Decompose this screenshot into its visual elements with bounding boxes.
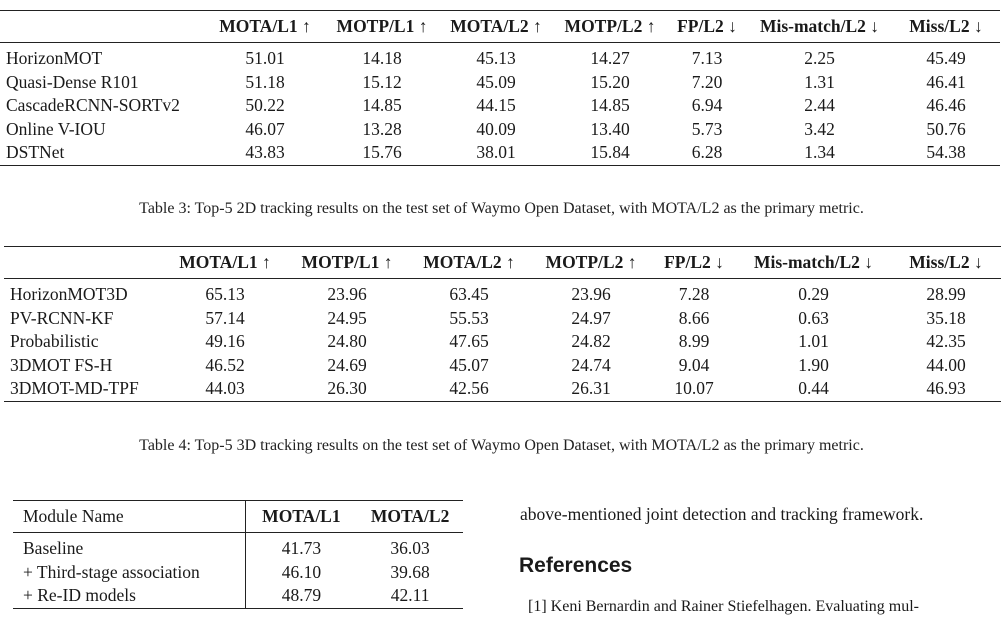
- table-row: [13, 584, 463, 608]
- row-label: + Re-ID models: [13, 584, 245, 608]
- row-label: Quasi-Dense R101: [6, 71, 139, 92]
- table-cell: 15.84: [590, 142, 630, 163]
- table-cell: 13.28: [362, 118, 402, 139]
- table-cell: 42.56: [449, 378, 489, 399]
- table-cell: 38.01: [476, 142, 516, 163]
- table-cell: 46.10: [281, 561, 322, 582]
- table-4-header-cell: [4, 247, 164, 279]
- table-cell: 2.25: [804, 48, 835, 69]
- table-cell: 39.68: [390, 561, 430, 582]
- table-cell: 51.01: [245, 48, 285, 69]
- table-4-header-row: [4, 247, 1001, 279]
- row-label: 3DMOT-MD-TPF: [10, 378, 139, 399]
- table-cell: 48.79: [281, 585, 322, 606]
- table-cell: 42.35: [926, 331, 966, 352]
- table-cell: 23.96: [571, 284, 611, 305]
- table-row: [4, 330, 1001, 354]
- table-cell: 2.44: [804, 95, 835, 116]
- table-cell: 46.52: [205, 354, 245, 375]
- table-4-caption: Table 4: Top-5 3D tracking results on the test set of Waymo Open Dataset, with MOTA/L2 as the primary metric.: [139, 437, 864, 454]
- row-label: Online V-IOU: [6, 118, 106, 139]
- table-3-caption: Table 3: Top-5 2D tracking results on the test set of Waymo Open Dataset, with MOTA/L2 as the primary metric.: [139, 200, 864, 217]
- table-cell: 9.04: [678, 354, 710, 375]
- table-cell: 24.80: [327, 331, 367, 352]
- table-cell: 6.28: [691, 142, 723, 163]
- table-cell: 47.65: [449, 331, 489, 352]
- table-4-header-cell: FP/L2 ↓: [664, 252, 724, 272]
- table-3-header-cell: MOTP/L1 ↑: [336, 16, 428, 36]
- table-4-header-cell: MOTP/L1 ↑: [301, 252, 393, 272]
- table-4-header-cell: MOTP/L2 ↑: [545, 252, 637, 272]
- table-cell: 42.11: [390, 585, 430, 606]
- table-3-header-cell: FP/L2 ↓: [677, 16, 737, 36]
- table-row: [4, 307, 1001, 331]
- table-cell: 15.76: [362, 142, 402, 163]
- table-row: [4, 377, 1001, 401]
- table-3-header-cell: MOTP/L2 ↑: [564, 16, 656, 36]
- table-3-header-cell: Miss/L2 ↓: [909, 16, 983, 36]
- table-cell: 35.18: [926, 307, 966, 328]
- table-4-header-cell: MOTA/L2 ↑: [423, 252, 515, 272]
- table-row: [4, 279, 1001, 307]
- table-cell: 45.09: [476, 71, 516, 92]
- table-cell: 14.18: [362, 48, 402, 69]
- row-label: HorizonMOT: [6, 48, 103, 69]
- table-cell: 44.15: [476, 95, 516, 116]
- table-cell: 1.31: [804, 71, 835, 92]
- table-cell: 36.03: [390, 538, 430, 559]
- table-row: [0, 71, 1000, 95]
- table-row: [0, 141, 1000, 165]
- table-cell: 3.42: [804, 118, 835, 139]
- table-cell: 1.90: [798, 354, 829, 375]
- table-cell: 7.13: [691, 48, 723, 69]
- ablation-header-cell: MOTA/L1: [262, 506, 341, 526]
- table-cell: 7.28: [678, 284, 710, 305]
- table-cell: 45.49: [926, 48, 966, 69]
- table-cell: 5.73: [691, 118, 723, 139]
- row-label: PV-RCNN-KF: [10, 307, 114, 328]
- row-label: Baseline: [13, 533, 245, 561]
- table-cell: 1.34: [804, 142, 835, 163]
- table-cell: 14.27: [590, 48, 630, 69]
- table-cell: 0.29: [798, 284, 829, 305]
- table-cell: 46.93: [926, 378, 966, 399]
- table-4-header-cell: Miss/L2 ↓: [909, 252, 983, 272]
- table-row: [0, 43, 1000, 71]
- table-4-header-cell: MOTA/L1 ↑: [179, 252, 271, 272]
- table-cell: 14.85: [590, 95, 630, 116]
- table-cell: 14.85: [362, 95, 402, 116]
- row-label: DSTNet: [6, 142, 65, 163]
- row-label: HorizonMOT3D: [10, 284, 128, 305]
- table-cell: 26.31: [571, 378, 611, 399]
- row-label: + Third-stage association: [13, 561, 245, 585]
- table-cell: 13.40: [590, 118, 630, 139]
- table-cell: 45.13: [476, 48, 516, 69]
- table-cell: 24.74: [571, 354, 611, 375]
- table-cell: 6.94: [691, 95, 723, 116]
- table-cell: 46.07: [245, 118, 285, 139]
- table-row: [13, 561, 463, 585]
- table-cell: 44.00: [926, 354, 966, 375]
- table-cell: 55.53: [449, 307, 489, 328]
- table-cell: 28.99: [926, 284, 966, 305]
- table-cell: 50.22: [245, 95, 285, 116]
- table-3-header-row: [0, 11, 1000, 43]
- table-cell: 65.13: [205, 284, 245, 305]
- table-cell: 10.07: [674, 378, 714, 399]
- table-cell: 15.12: [362, 71, 402, 92]
- table-cell: 43.83: [245, 142, 285, 163]
- table-3-header-cell: [0, 11, 205, 43]
- table-cell: 24.97: [571, 307, 611, 328]
- row-label: Probabilistic: [10, 331, 99, 352]
- table-cell: 51.18: [245, 71, 285, 92]
- table-cell: 40.09: [476, 118, 516, 139]
- references-heading: References: [519, 554, 633, 577]
- ablation-header-cell: MOTA/L2: [370, 506, 450, 526]
- table-cell: 63.45: [449, 284, 489, 305]
- row-label: 3DMOT FS-H: [10, 354, 113, 375]
- table-cell: 46.46: [926, 95, 966, 116]
- table-row: [13, 533, 463, 561]
- table-cell: 8.99: [678, 331, 710, 352]
- table-cell: 50.76: [926, 118, 966, 139]
- table-cell: 44.03: [205, 378, 245, 399]
- table-cell: 24.95: [327, 307, 367, 328]
- table-cell: 57.14: [205, 307, 245, 328]
- body-paragraph: above-mentioned joint detection and tracking framework.: [520, 504, 924, 524]
- table-cell: 46.41: [926, 71, 966, 92]
- table-3-header-cell: Mis-match/L2 ↓: [759, 16, 880, 36]
- table-cell: 45.07: [449, 354, 489, 375]
- reference-entry: [1] Keni Bernardin and Rainer Stiefelhagen. Evaluating mul-: [528, 598, 919, 615]
- row-label: CascadeRCNN-SORTv2: [6, 95, 180, 116]
- table-cell: 41.73: [281, 538, 322, 559]
- table-cell: 0.63: [798, 307, 829, 328]
- table-row: [4, 354, 1001, 378]
- table-3: [0, 10, 1000, 166]
- ablation-table: [13, 500, 463, 609]
- table-cell: 8.66: [678, 307, 710, 328]
- table-cell: 15.20: [590, 71, 630, 92]
- table-cell: 54.38: [926, 142, 966, 163]
- table-4-header-cell: Mis-match/L2 ↓: [753, 252, 874, 272]
- table-4: [4, 246, 1001, 402]
- table-cell: 1.01: [798, 331, 829, 352]
- ablation-header-cell: Module Name: [13, 501, 245, 533]
- table-3-header-cell: MOTA/L1 ↑: [219, 16, 311, 36]
- table-cell: 7.20: [691, 71, 723, 92]
- table-cell: 26.30: [327, 378, 367, 399]
- table-cell: 23.96: [327, 284, 367, 305]
- table-cell: 24.82: [571, 331, 611, 352]
- table-row: [0, 118, 1000, 142]
- table-row: [0, 94, 1000, 118]
- table-cell: 0.44: [798, 378, 829, 399]
- table-cell: 24.69: [327, 354, 367, 375]
- ablation-header-row: [13, 501, 463, 533]
- table-3-header-cell: MOTA/L2 ↑: [450, 16, 542, 36]
- table-cell: 49.16: [205, 331, 245, 352]
